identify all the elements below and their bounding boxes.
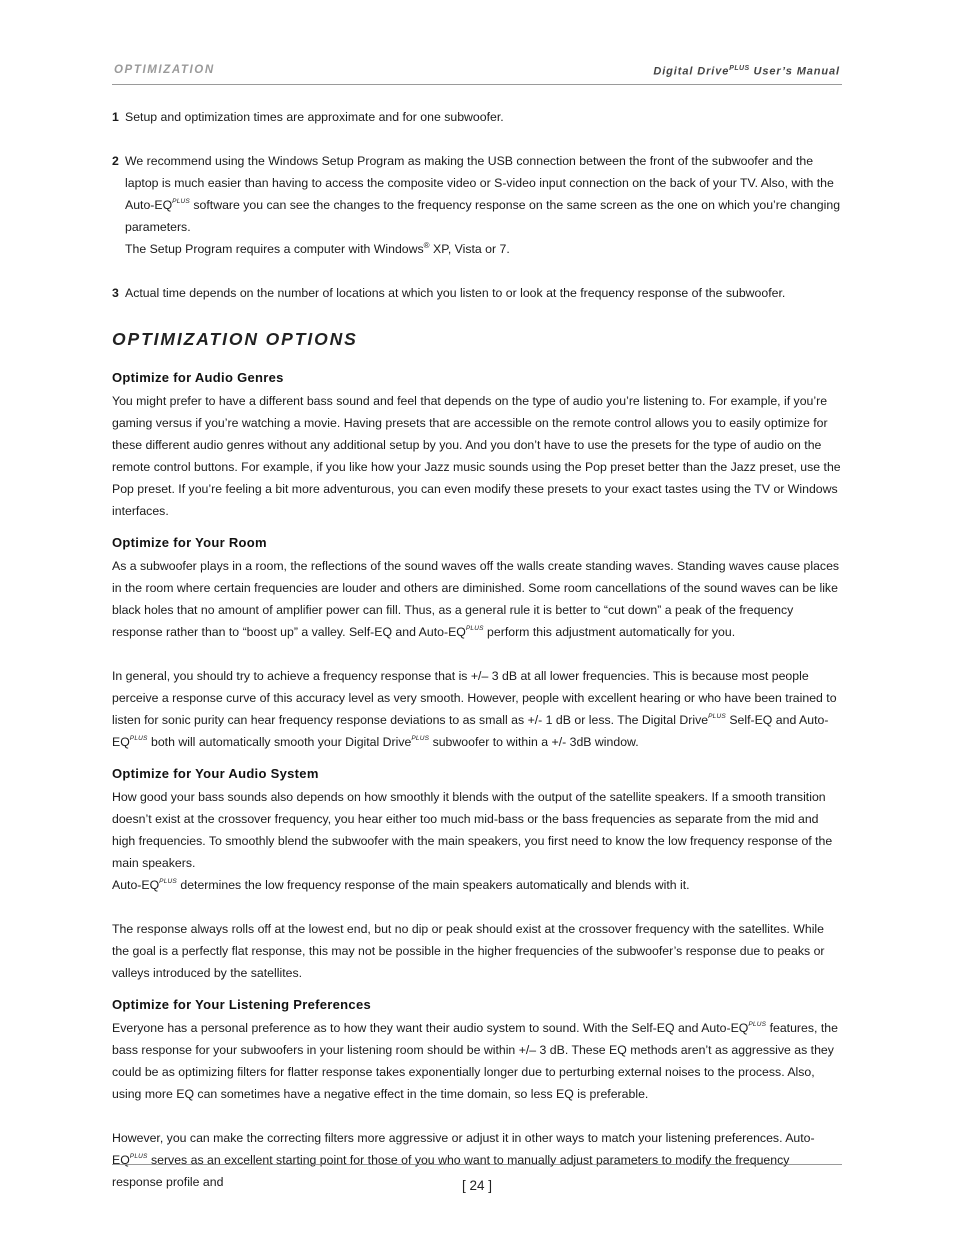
paragraph: [112, 555, 842, 643]
paragraph: [112, 1017, 842, 1105]
plus-superscript: PLUS: [159, 878, 177, 885]
section-title: OPTIMIZATION OPTIONS: [112, 329, 358, 349]
footnote-number: 2: [112, 154, 119, 168]
footnote-text: Setup and optimization times are approximate and for one subwoofer.: [125, 110, 504, 124]
plus-superscript: PLUS: [129, 735, 148, 742]
footnote-3: [112, 282, 842, 304]
paragraph: [112, 786, 842, 896]
section-room: [112, 531, 842, 753]
subheading: Optimize for Your Listening Preferences: [112, 997, 371, 1012]
paragraph-text: However, you can make the correcting filters more aggressive or adjust it in other ways to match your listening preferences. Auto-EQ: [112, 1131, 815, 1167]
footnote-text: software you can see the changes to the frequency response on the same screen as the one on which you’re changing parameters.: [125, 198, 841, 234]
plus-superscript: PLUS: [172, 198, 190, 205]
paragraph-text: subwoofer to within a +/- 3dB window.: [429, 735, 639, 749]
paragraph: You might prefer to have a different bass sound and feel that depends on the type of audio you’re listening to. For example, if you’re gaming versus if you’re watching a movie. Having presets that are accessible on the remote control allows you to easily optimize for these different audio genres without any additional setup by you. And you don’t have to use the presets for the type of audio on the remote control buttons. For example, if you like how your Jazz music sounds using the Pop preset better than the Jazz preset, use the Pop preset. If you’re feeling a bit more adventurous, you can even modify these presets to your exact tastes using the TV or Windows interfaces.: [112, 394, 841, 518]
registered-mark: ®: [423, 241, 430, 250]
footnote-text: Actual time depends on the number of locations at which you listen to or look at the frequency response of the subwoofer.: [125, 286, 786, 300]
paragraph-text: features, the bass response for your subwoofers in your listening room should be within +/– 3 dB. These EQ methods aren’t as aggressive as they could be as optimizing filters for flatter response takes exponentially longer due to perturbing external noises to the process. Also, using more EQ can sometimes have a negative effect in the time domain, so less EQ is preferable.: [112, 1021, 838, 1101]
paragraph-text: Auto-EQ: [112, 878, 160, 892]
section-listening-preferences: [112, 993, 842, 1193]
paragraph: [112, 665, 842, 753]
footnote-number: 1: [112, 110, 119, 124]
paragraph-text: both will automatically smooth your Digital Drive: [147, 735, 412, 749]
footnote-number: 3: [112, 286, 119, 300]
paragraph-text: serves as an excellent starting point for those of you who want to manually adjust parameters to modify the frequency response profile and: [112, 1153, 790, 1189]
header-manual-prefix: Digital Drive: [653, 65, 730, 78]
subheading: Optimize for Your Room: [112, 535, 267, 550]
paragraph-text: determines the low frequency response of the main speakers automatically and blends with it.: [176, 878, 690, 892]
header-manual-title: [653, 65, 840, 78]
footnote-1: [112, 106, 842, 128]
plus-superscript: PLUS: [708, 713, 726, 720]
header-section-label: OPTIMIZATION: [114, 64, 215, 76]
paragraph-text: perform this adjustment automatically for you.: [483, 625, 736, 639]
page-number: [ 24 ]: [461, 1178, 493, 1193]
paragraph-text: As a subwoofer plays in a room, the reflections of the sound waves off the walls create standing waves. Standing waves cause places in the room where certain frequencies are louder and others are diminished. Some room cancellations of the sound waves can be like black holes that no amount of amplifier power can fill. Thus, as a general rule it is better to “cut down” a peak of the frequency response rather than to “boost up” a valley. Self-EQ and Auto-EQ: [112, 559, 840, 639]
header-manual-sup: PLUS: [729, 65, 750, 72]
paragraph-text: In general, you should try to achieve a frequency response that is +/– 3 dB at all lower frequencies. This is because most people perceive a response curve of this accuracy level as very smooth. However, people with excellent hearing or who have been trained to listen for sonic purity can hear frequency response deviations to as small as +/- 1 dB or less. The Digital Drive: [112, 669, 837, 727]
header-manual-suffix: User’s Manual: [749, 65, 840, 78]
plus-superscript: PLUS: [748, 1021, 767, 1028]
section-audio-genres: [112, 366, 842, 522]
page-header: [112, 62, 842, 85]
paragraph-text: How good your bass sounds also depends on how smoothly it blends with the output of the satellite speakers. If a smooth transition doesn’t exist at the crossover frequency, you hear either too much mid-bass or the bass frequencies as separate from the mid and high frequencies. To smoothly blend the subwoofer with the main speakers, you first need to know the low frequency response of the main speakers.: [112, 790, 833, 870]
footnote-text: XP, Vista or 7.: [429, 242, 510, 256]
plus-superscript: PLUS: [129, 1153, 148, 1160]
page-content: [112, 106, 842, 1193]
paragraph-text: Everyone has a personal preference as to how they want their audio system to sound. With the Self-EQ and Auto-EQ: [112, 1021, 749, 1035]
footnote-2: [112, 150, 842, 260]
subheading: Optimize for Your Audio System: [112, 766, 319, 781]
plus-superscript: PLUS: [465, 625, 484, 632]
section-audio-system: [112, 762, 842, 984]
paragraph: The response always rolls off at the lowest end, but no dip or peak should exist at the crossover frequency with the satellites. While the goal is a perfectly flat response, this may not be possible in the higher frequencies of the subwoofer’s response due to peaks or valleys introduced by the satellites.: [112, 922, 825, 980]
footnote-text: We recommend using the Windows Setup Program as making the USB connection between the front of the subwoofer and the laptop is much easier than having to access the composite video or S-video input connection on the back of your TV. Also, with the Auto-EQ: [125, 154, 834, 212]
plus-superscript: PLUS: [411, 735, 430, 742]
paragraph-text: Self-EQ and Auto-EQ: [112, 713, 829, 749]
subheading: Optimize for Audio Genres: [112, 370, 284, 385]
footnote-text: The Setup Program requires a computer with Windows: [125, 242, 424, 256]
